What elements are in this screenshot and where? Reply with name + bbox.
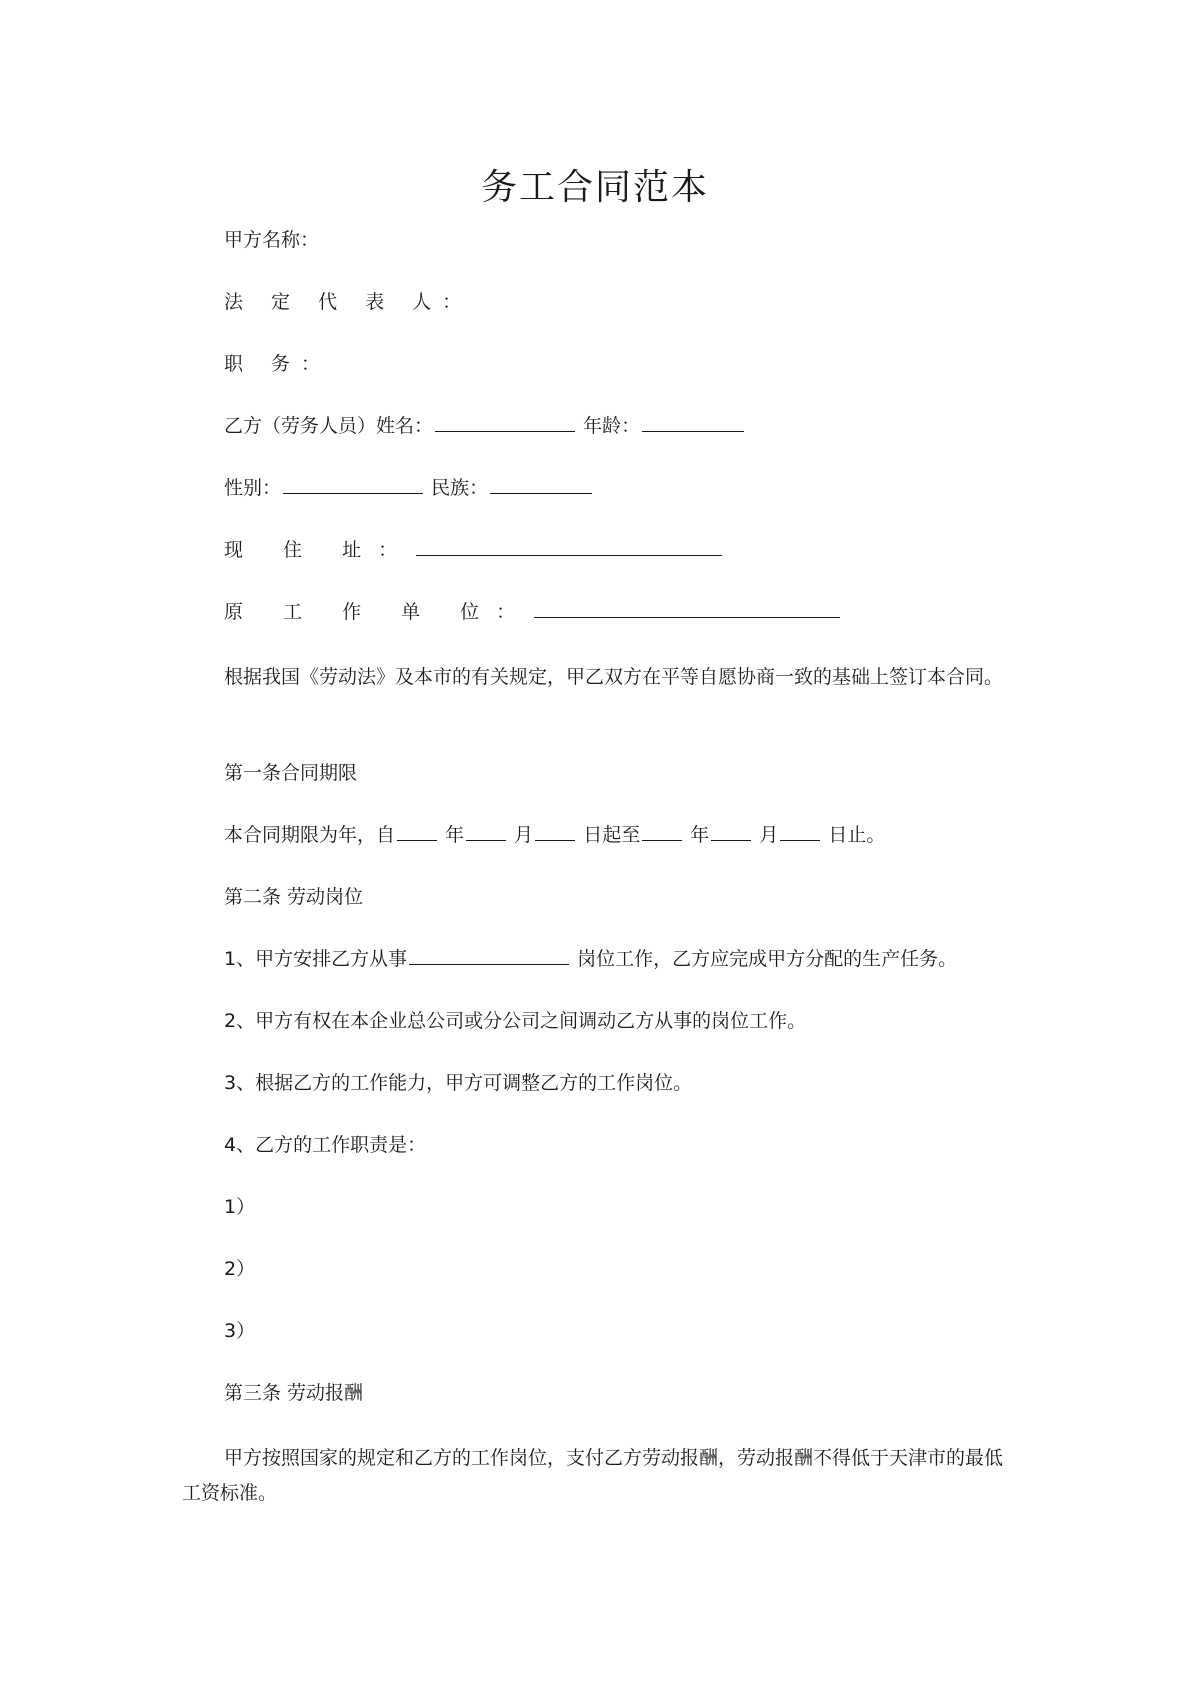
gender-label: 性别： <box>224 477 282 499</box>
end-month-label: 月 <box>759 824 779 846</box>
article3-heading: 第三条 劳动报酬 <box>224 1382 364 1404</box>
party-b-line <box>224 412 746 440</box>
article2-item1 <box>224 945 957 973</box>
ethnicity-blank[interactable] <box>490 475 592 494</box>
gender-blank[interactable] <box>283 475 423 494</box>
gender-ethnicity-line <box>224 474 594 502</box>
article2-item3: 3、根据乙方的工作能力，甲方可调整乙方的工作岗位。 <box>224 1072 693 1094</box>
article1-heading: 第一条合同期限 <box>224 762 358 784</box>
former-employer-blank[interactable] <box>534 599 840 618</box>
article2-heading: 第二条 劳动岗位 <box>224 886 364 908</box>
ethnicity-label: 民族： <box>431 477 489 499</box>
party-a-name-label: 甲方名称： <box>224 229 320 251</box>
end-year-label: 年 <box>690 824 710 846</box>
position-label: 职 务： <box>224 353 332 375</box>
article2-item1-start: 1、甲方安排乙方从事 <box>224 948 408 970</box>
day-end-label: 日止。 <box>828 824 886 846</box>
former-employer-line <box>224 598 842 626</box>
address-label: 现 住 址： <box>224 539 415 561</box>
article1-text-start: 本合同期限为年，自 <box>224 824 396 846</box>
position-line <box>224 350 331 378</box>
day-from-label: 日起至 <box>583 824 641 846</box>
start-year-label: 年 <box>445 824 465 846</box>
document-title: 务工合同范本 <box>480 167 709 208</box>
address-blank[interactable] <box>416 537 722 556</box>
end-day-blank[interactable] <box>780 822 820 841</box>
former-employer-label: 原 工 作 单 位： <box>224 601 533 623</box>
duty-item-3: 3） <box>224 1320 256 1342</box>
legal-rep-label: 法 定 代 表 人： <box>224 291 473 313</box>
job-post-blank[interactable] <box>409 946 569 965</box>
start-day-blank[interactable] <box>535 822 575 841</box>
intro-paragraph: 根据我国《劳动法》及本市的有关规定，甲乙双方在平等自愿协商一致的基础上签订本合同。 <box>224 666 1004 688</box>
article2-item1-end: 岗位工作，乙方应完成甲方分配的生产任务。 <box>577 948 958 970</box>
article2-item4: 4、乙方的工作职责是： <box>224 1134 427 1156</box>
start-month-blank[interactable] <box>466 822 506 841</box>
end-month-blank[interactable] <box>711 822 751 841</box>
age-blank[interactable] <box>642 413 744 432</box>
party-b-name-label: 乙方（劳务人员）姓名： <box>224 415 434 437</box>
article2-item2: 2、甲方有权在本企业总公司或分公司之间调动乙方从事的岗位工作。 <box>224 1010 807 1032</box>
legal-rep-line <box>224 288 472 316</box>
address-line <box>224 536 724 564</box>
end-year-blank[interactable] <box>642 822 682 841</box>
age-label: 年龄： <box>583 415 641 437</box>
duty-item-1: 1） <box>224 1196 256 1218</box>
party-a-name-line <box>224 226 319 254</box>
article3-paragraph: 甲方按照国家的规定和乙方的工作岗位，支付乙方劳动报酬，劳动报酬不得低于天津市的最低工资标准。 <box>182 1447 1004 1504</box>
start-year-blank[interactable] <box>397 822 437 841</box>
start-month-label: 月 <box>514 824 534 846</box>
duty-item-2: 2） <box>224 1258 256 1280</box>
party-b-name-blank[interactable] <box>435 413 575 432</box>
article1-term-line <box>224 821 885 849</box>
